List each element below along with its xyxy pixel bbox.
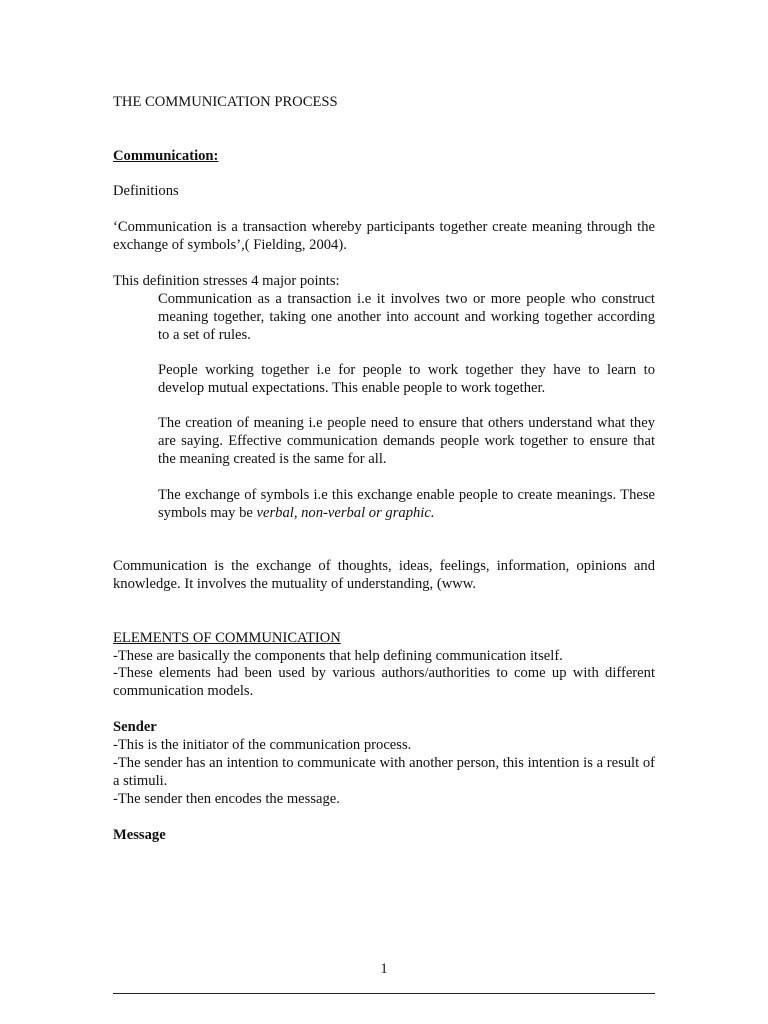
- document-title: THE COMMUNICATION PROCESS: [113, 94, 338, 110]
- elements-line-1: -These are basically the components that help defining communication itself.: [113, 648, 563, 664]
- point-exchange-separator: ,: [293, 505, 302, 521]
- page-number: 1: [380, 961, 388, 977]
- footer-rule: [113, 993, 655, 994]
- sender-heading: Sender: [113, 719, 157, 735]
- sender-line-2: -The sender has an intention to communicate with another person, this intention is a result of a stimuli.: [113, 755, 655, 789]
- sender-line-3: -The sender then encodes the message.: [113, 791, 340, 807]
- second-definition: Communication is the exchange of thoughts, ideas, feelings, information, opinions and knowledge. It involves the mutuality of understanding, (www.: [113, 558, 655, 592]
- point-creation-of-meaning: The creation of meaning i.e people need to ensure that others understand what they are saying. Effective communication demands people work together to ensure that the meaning created is the same for all.: [158, 415, 655, 467]
- point-exchange-text: The exchange of symbols i.e this exchange enable people to create meanings. These symbols may be: [158, 487, 655, 521]
- definitions-label: Definitions: [113, 183, 179, 199]
- elements-heading: ELEMENTS OF COMMUNICATION: [113, 630, 341, 646]
- points-intro: This definition stresses 4 major points:: [113, 273, 340, 289]
- quote-definition: ‘Communication is a transaction whereby participants together create meaning through the exchange of symbols’,( Fielding, 2004).: [113, 219, 655, 253]
- point-transaction: Communication as a transaction i.e it involves two or more people who construct meaning together, taking one another into account and working together according to a set of rules.: [158, 291, 655, 343]
- communication-heading: Communication:: [113, 148, 219, 164]
- point-exchange-nonverbal: non-verbal or graphic.: [301, 505, 435, 521]
- point-working-together: People working together i.e for people to work together they have to learn to develop mutual expectations. This enable people to work together.: [158, 362, 655, 396]
- message-heading: Message: [113, 827, 166, 843]
- elements-line-2: -These elements had been used by various authors/authorities to come up with different communication models.: [113, 665, 655, 699]
- sender-line-1: -This is the initiator of the communication process.: [113, 737, 412, 753]
- point-exchange-of-symbols: [158, 486, 655, 522]
- point-exchange-verbal: verbal: [256, 505, 294, 521]
